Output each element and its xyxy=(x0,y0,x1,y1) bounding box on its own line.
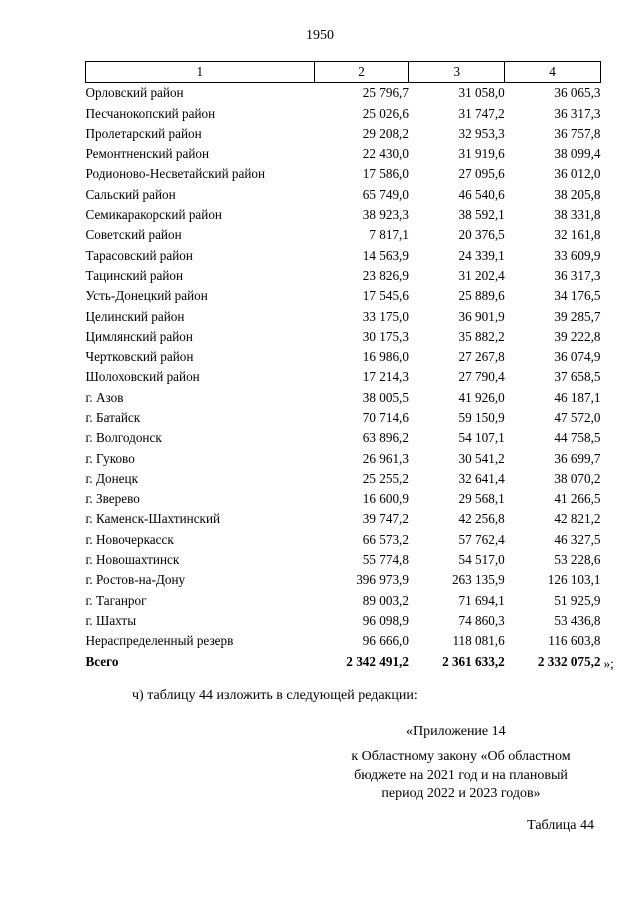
value-2022: 27 095,6 xyxy=(458,166,505,182)
value-2023: 39 222,8 xyxy=(554,328,601,344)
table-row xyxy=(86,246,601,266)
municipality-name: Нераспределенный резерв xyxy=(85,633,234,649)
municipality-name: Тарасовский район xyxy=(85,247,193,263)
value-2023: 36 012,0 xyxy=(554,166,601,182)
law-reference xyxy=(330,748,592,804)
value-2021: 14 563,9 xyxy=(362,247,409,263)
table-row xyxy=(86,408,601,428)
value-2022: 54 517,0 xyxy=(458,552,505,568)
value-2021: 25 026,6 xyxy=(362,105,409,121)
value-2021: 29 208,2 xyxy=(362,125,409,141)
municipality-name: г. Каменск-Шахтинский xyxy=(85,511,221,527)
table-label: Таблица 44 xyxy=(527,818,594,833)
value-2023: 44 758,5 xyxy=(554,430,601,446)
value-2021: 38 005,5 xyxy=(362,389,409,405)
table-row xyxy=(86,306,601,326)
table-row xyxy=(86,570,601,590)
value-2023: 116 603,8 xyxy=(548,633,601,649)
value-2023: 37 658,5 xyxy=(554,369,601,385)
table-row xyxy=(86,550,601,570)
value-2023: 36 699,7 xyxy=(554,450,601,466)
municipality-name: Песчанокопский район xyxy=(85,105,216,121)
value-2021: 17 586,0 xyxy=(362,166,409,182)
table-row xyxy=(86,631,601,651)
value-2022: 74 860,3 xyxy=(458,612,505,628)
total-label: Всего xyxy=(85,653,119,669)
value-2021: 38 923,3 xyxy=(362,207,409,223)
municipality-name: г. Ростов-на-Дону xyxy=(85,572,186,588)
total-2023-cell xyxy=(505,652,614,672)
closing-quote-mark: »; xyxy=(603,655,614,671)
amendment-instruction: ч) таблицу 44 изложить в следующей редакции: xyxy=(132,688,418,703)
value-2022: 46 540,6 xyxy=(458,186,505,202)
table-row xyxy=(86,469,601,489)
municipality-name: г. Зверево xyxy=(85,491,140,507)
value-2022: 29 568,1 xyxy=(458,491,505,507)
value-2023: 36 074,9 xyxy=(554,349,601,365)
value-2022: 263 135,9 xyxy=(451,572,505,588)
value-2021: 23 826,9 xyxy=(362,267,409,283)
value-2022: 25 889,6 xyxy=(458,288,505,304)
column-header-2: 2 xyxy=(314,62,409,83)
value-2023: 36 065,3 xyxy=(554,85,601,101)
value-2023: 39 285,7 xyxy=(554,308,601,324)
value-2021: 25 255,2 xyxy=(362,470,409,486)
total-2023-wrap xyxy=(537,653,614,671)
appendix-title: «Приложение 14 xyxy=(406,724,506,739)
table-row xyxy=(86,367,601,387)
municipality-name: Орловский район xyxy=(85,85,184,101)
municipality-name: г. Азов xyxy=(85,389,124,405)
value-2023: 36 317,3 xyxy=(554,267,601,283)
value-2022: 54 107,1 xyxy=(458,430,505,446)
value-2022: 20 376,5 xyxy=(458,227,505,243)
value-2022: 59 150,9 xyxy=(458,410,505,425)
table-row xyxy=(86,266,601,286)
budget-table xyxy=(85,61,614,672)
value-2021: 70 714,6 xyxy=(362,410,409,425)
table-row xyxy=(86,144,601,164)
column-header-4: 4 xyxy=(505,62,601,83)
table-row xyxy=(86,124,601,144)
value-2023: 46 187,1 xyxy=(554,389,601,405)
municipality-name: г. Гуково xyxy=(85,450,135,466)
law-reference-line: к Областному закону «Об областном xyxy=(351,749,571,764)
table-row xyxy=(86,489,601,509)
value-2021: 96 666,0 xyxy=(362,633,409,649)
value-2022: 31 202,4 xyxy=(458,267,505,283)
table-body xyxy=(85,83,614,672)
value-2021: 55 774,8 xyxy=(362,552,409,568)
table-row xyxy=(86,205,601,225)
total-2022: 2 361 633,2 xyxy=(442,653,505,669)
value-2021: 17 214,3 xyxy=(362,369,409,385)
value-2022: 42 256,8 xyxy=(458,511,505,527)
value-2022: 27 267,8 xyxy=(458,349,505,365)
municipality-name: г. Волгодонск xyxy=(85,430,162,446)
page-number: 1950 xyxy=(306,28,334,43)
table-row xyxy=(86,611,601,631)
value-2021: 96 098,9 xyxy=(362,612,409,628)
table-row xyxy=(86,83,601,104)
value-2021: 7 817,1 xyxy=(369,227,409,243)
value-2022: 38 592,1 xyxy=(458,207,505,223)
value-2023: 42 821,2 xyxy=(554,511,601,527)
value-2023: 47 572,0 xyxy=(554,410,601,425)
municipality-name: Семикаракорский район xyxy=(85,207,222,223)
municipality-name: Родионово-Несветайский район xyxy=(85,166,266,182)
municipality-name: г. Батайск xyxy=(85,410,141,425)
value-2022: 31 747,2 xyxy=(458,105,505,121)
value-2021: 65 749,0 xyxy=(362,186,409,202)
value-2022: 31 058,0 xyxy=(458,85,505,101)
column-header-1: 1 xyxy=(86,62,315,83)
total-2023: 2 332 075,2 xyxy=(537,653,601,669)
value-2022: 24 339,1 xyxy=(458,247,505,263)
municipality-name: Ремонтненский район xyxy=(85,146,210,162)
value-2023: 53 228,6 xyxy=(554,552,601,568)
municipality-name: Тацинский район xyxy=(85,267,184,283)
value-2022: 36 901,9 xyxy=(458,308,505,324)
law-reference-line: бюджете на 2021 год и на плановый xyxy=(354,767,568,783)
table-row xyxy=(86,286,601,306)
table-row xyxy=(86,225,601,245)
value-2022: 57 762,4 xyxy=(458,531,505,547)
municipality-name: г. Донецк xyxy=(85,470,138,486)
value-2023: 46 327,5 xyxy=(554,531,601,547)
value-2022: 71 694,1 xyxy=(458,592,505,608)
municipality-name: г. Новошахтинск xyxy=(85,552,180,568)
value-2023: 33 609,9 xyxy=(554,247,601,263)
municipality-name: Усть-Донецкий район xyxy=(85,288,208,304)
table-row xyxy=(86,428,601,448)
table-row xyxy=(86,327,601,347)
total-2021: 2 342 491,2 xyxy=(346,653,409,669)
value-2021: 30 175,3 xyxy=(362,328,409,344)
total-row xyxy=(86,652,601,672)
value-2023: 41 266,5 xyxy=(554,491,601,507)
value-2021: 22 430,0 xyxy=(362,146,409,162)
value-2023: 38 070,2 xyxy=(554,470,601,486)
value-2021: 89 003,2 xyxy=(362,592,409,608)
value-2023: 36 317,3 xyxy=(554,105,601,121)
value-2022: 27 790,4 xyxy=(458,369,505,385)
value-2023: 38 099,4 xyxy=(554,146,601,162)
table-row xyxy=(86,104,601,124)
value-2022: 118 081,6 xyxy=(452,633,505,649)
table-row xyxy=(86,164,601,184)
value-2023: 38 205,8 xyxy=(554,186,601,202)
value-2022: 32 641,4 xyxy=(458,470,505,486)
law-reference-line: период 2022 и 2023 годов» xyxy=(381,786,541,801)
value-2023: 34 176,5 xyxy=(554,288,601,304)
municipality-name: Сальский район xyxy=(85,186,176,202)
value-2021: 39 747,2 xyxy=(362,511,409,527)
municipality-name: Советский район xyxy=(85,227,182,243)
value-2022: 32 953,3 xyxy=(458,125,505,141)
value-2021: 16 986,0 xyxy=(362,349,409,365)
table-row xyxy=(86,388,601,408)
value-2022: 35 882,2 xyxy=(458,328,505,344)
value-2021: 33 175,0 xyxy=(362,308,409,324)
value-2023: 36 757,8 xyxy=(554,125,601,141)
value-2022: 31 919,6 xyxy=(458,146,505,162)
table-header-row xyxy=(86,62,601,83)
value-2022: 41 926,0 xyxy=(458,389,505,405)
value-2021: 63 896,2 xyxy=(362,430,409,446)
table-row xyxy=(86,509,601,529)
value-2023: 51 925,9 xyxy=(554,592,601,608)
column-header-3: 3 xyxy=(409,62,505,83)
table-row xyxy=(86,449,601,469)
table-row xyxy=(86,185,601,205)
municipality-name: Целинский район xyxy=(85,308,185,324)
value-2023: 53 436,8 xyxy=(554,612,601,628)
municipality-name: г. Новочеркасск xyxy=(85,531,174,547)
value-2022: 30 541,2 xyxy=(458,450,505,466)
municipality-name: Цимлянский район xyxy=(85,328,193,344)
value-2021: 396 973,9 xyxy=(356,572,409,588)
value-2021: 25 796,7 xyxy=(362,85,409,101)
table-row xyxy=(86,591,601,611)
table-row xyxy=(86,347,601,367)
value-2023: 32 161,8 xyxy=(554,227,601,243)
value-2021: 16 600,9 xyxy=(362,491,409,507)
table-row xyxy=(86,530,601,550)
municipality-name: Чертковский район xyxy=(85,349,194,365)
value-2023: 126 103,1 xyxy=(547,572,601,588)
value-2021: 66 573,2 xyxy=(362,531,409,547)
municipality-name: г. Шахты xyxy=(85,612,137,628)
municipality-name: Пролетарский район xyxy=(85,125,202,141)
value-2021: 17 545,6 xyxy=(362,288,409,304)
municipality-name: г. Таганрог xyxy=(85,592,147,608)
value-2023: 38 331,8 xyxy=(554,207,601,223)
value-2021: 26 961,3 xyxy=(362,450,409,466)
municipality-name: Шолоховский район xyxy=(85,369,200,385)
